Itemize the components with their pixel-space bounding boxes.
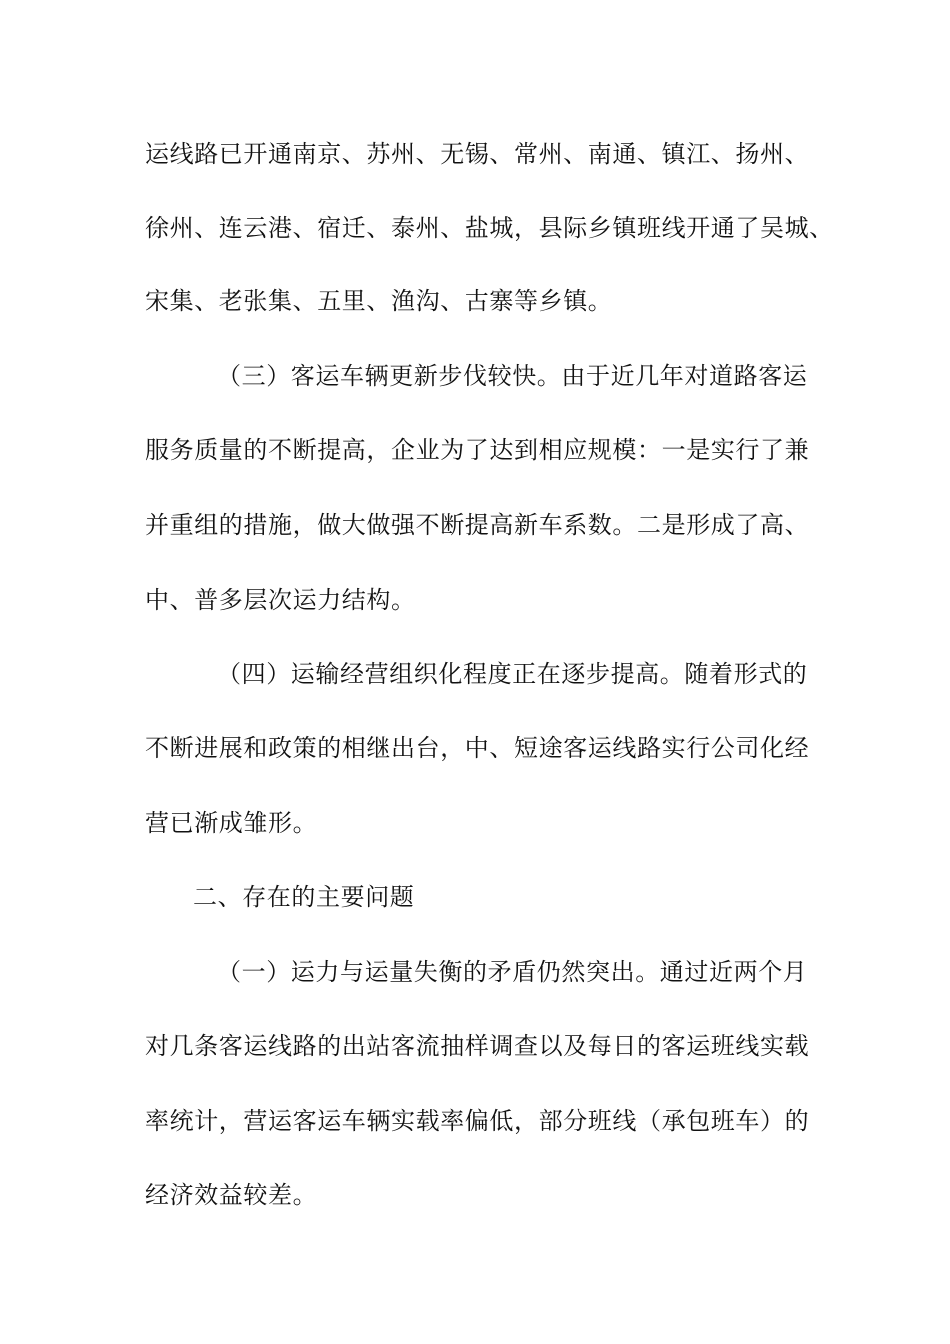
paragraph-line: 宋集、老张集、五里、渔沟、古寨等乡镇。: [145, 287, 613, 315]
paragraph-line: 徐州、连云港、宿迁、泰州、盐城，县际乡镇班线开通了吴城、: [145, 214, 834, 242]
paragraph-line: 不断进展和政策的相继出台，中、短途客运线路实行公司化经: [145, 734, 810, 762]
paragraph-line: 服务质量的不断提高，企业为了达到相应规模：一是实行了兼: [145, 436, 810, 464]
paragraph-line: 运线路已开通南京、苏州、无锡、常州、南通、镇江、扬州、: [145, 140, 810, 168]
paragraph-line: 对几条客运线路的出站客流抽样调查以及每日的客运班线实载: [145, 1032, 810, 1060]
paragraph-line: （四）运输经营组织化程度正在逐步提高。随着形式的: [217, 660, 808, 688]
paragraph-line: 营已渐成雏形。: [145, 809, 318, 837]
paragraph-line: 经济效益较差。: [145, 1181, 318, 1209]
paragraph-line: 并重组的措施，做大做强不断提高新车系数。二是形成了高、: [145, 511, 810, 539]
paragraph-line: （三）客运车辆更新步伐较快。由于近几年对道路客运: [217, 362, 808, 390]
section-heading: 二、存在的主要问题: [193, 883, 415, 911]
paragraph-line: 中、普多层次运力结构。: [145, 586, 416, 614]
paragraph-line: （一）运力与运量失衡的矛盾仍然突出。通过近两个月: [217, 958, 808, 986]
paragraph-line: 率统计，营运客运车辆实载率偏低，部分班线（承包班车）的: [145, 1107, 810, 1135]
